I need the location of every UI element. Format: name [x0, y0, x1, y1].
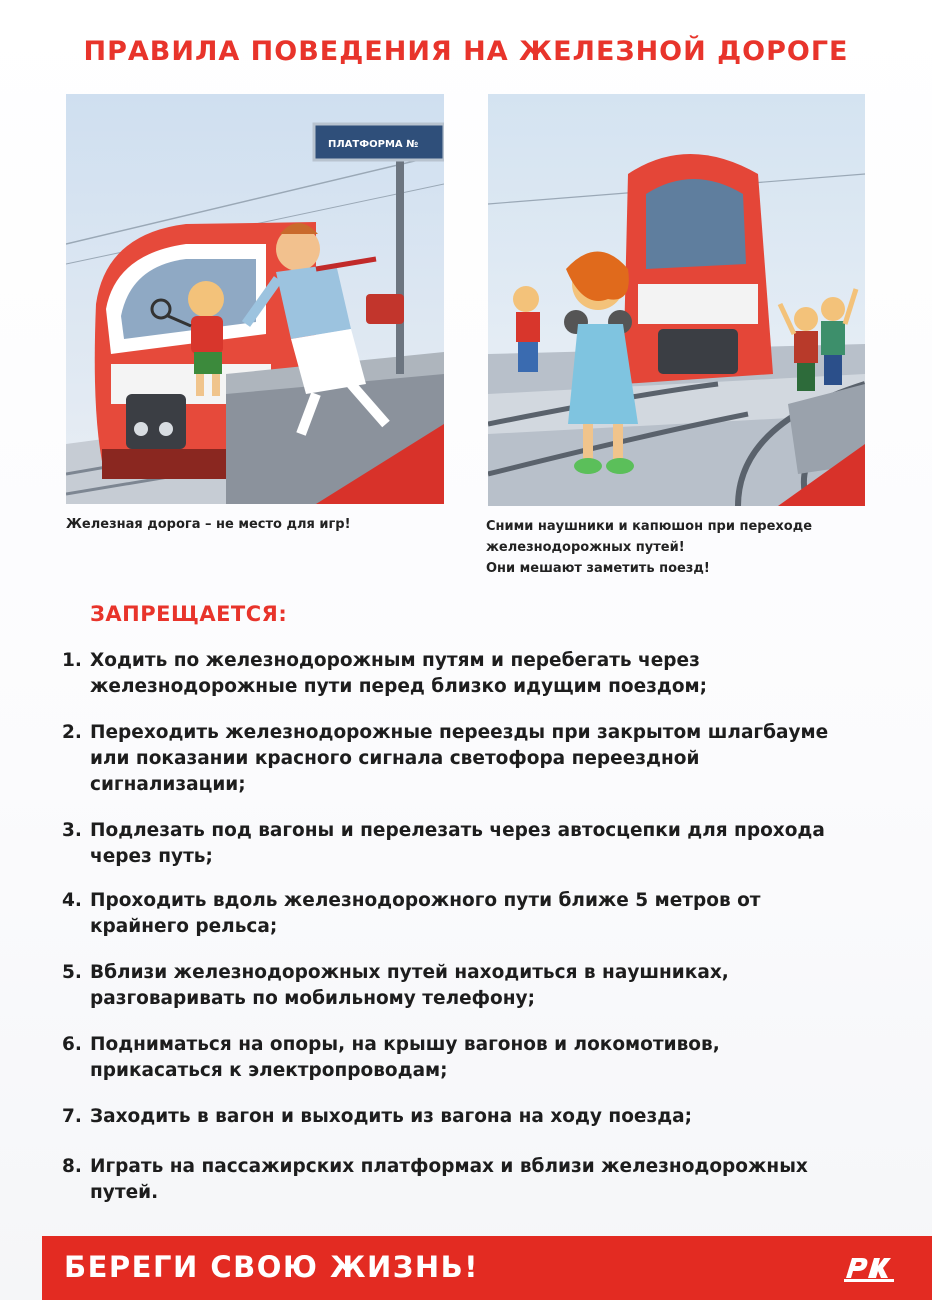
platform-scene-image [66, 94, 444, 504]
rule-text: Играть на пассажирских платформах и вблизи железнодорожных путей. [90, 1156, 808, 1203]
rule-number: 1. [62, 650, 82, 671]
rule-number: 4. [62, 890, 82, 911]
illustration-2-caption [486, 516, 886, 579]
illustration-platform-play [66, 94, 444, 504]
rule-text: Заходить в вагон и выходить из вагона на ходу поезда; [90, 1106, 693, 1127]
rzd-logo-icon [838, 1248, 902, 1288]
footer-slogan: БЕРЕГИ СВОЮ ЖИЗНЬ! [64, 1250, 479, 1284]
platform-sign-text: ПЛАТФОРМА № [328, 139, 419, 150]
rule-number: 2. [62, 722, 82, 743]
rule-text: Проходить вдоль железнодорожного пути ближе 5 метров от крайнего рельса; [90, 890, 761, 937]
rule-text: Вблизи железнодорожных путей находиться в наушниках, разговаривать по мобильному телефону; [90, 962, 729, 1009]
rule-text: Ходить по железнодорожным путям и перебегать через железнодорожные пути перед близко идущим поездом; [90, 650, 708, 697]
rule-text: Подлезать под вагоны и перелезать через автосцепки для прохода через путь; [90, 820, 825, 867]
footer-banner [42, 1236, 932, 1300]
rule-number: 3. [62, 820, 82, 841]
caption-line: железнодорожных путей! [486, 540, 685, 555]
rule-text: Подниматься на опоры, на крышу вагонов и локомотивов, прикасаться к электропроводам; [90, 1034, 720, 1081]
caption-line: Они мешают заметить поезд! [486, 561, 710, 576]
caption-line: Сними наушники и капюшон при переходе [486, 519, 813, 534]
illustration-1-caption: Железная дорога – не место для игр! [66, 517, 351, 532]
rule-text: Переходить железнодорожные переезды при закрытом шлагбауме или показании красного сигнала светофора переездной сигнализации; [90, 722, 829, 795]
prohibited-heading: ЗАПРЕЩАЕТСЯ: [90, 602, 288, 626]
rule-number: 6. [62, 1034, 82, 1055]
illustration-headphones-tracks [488, 94, 865, 506]
poster-title: ПРАВИЛА ПОВЕДЕНИЯ НА ЖЕЛЕЗНОЙ ДОРОГЕ [83, 36, 849, 67]
rule-number: 7. [62, 1106, 82, 1127]
tracks-scene-image [488, 94, 865, 506]
rule-number: 8. [62, 1156, 82, 1177]
rule-number: 5. [62, 962, 82, 983]
